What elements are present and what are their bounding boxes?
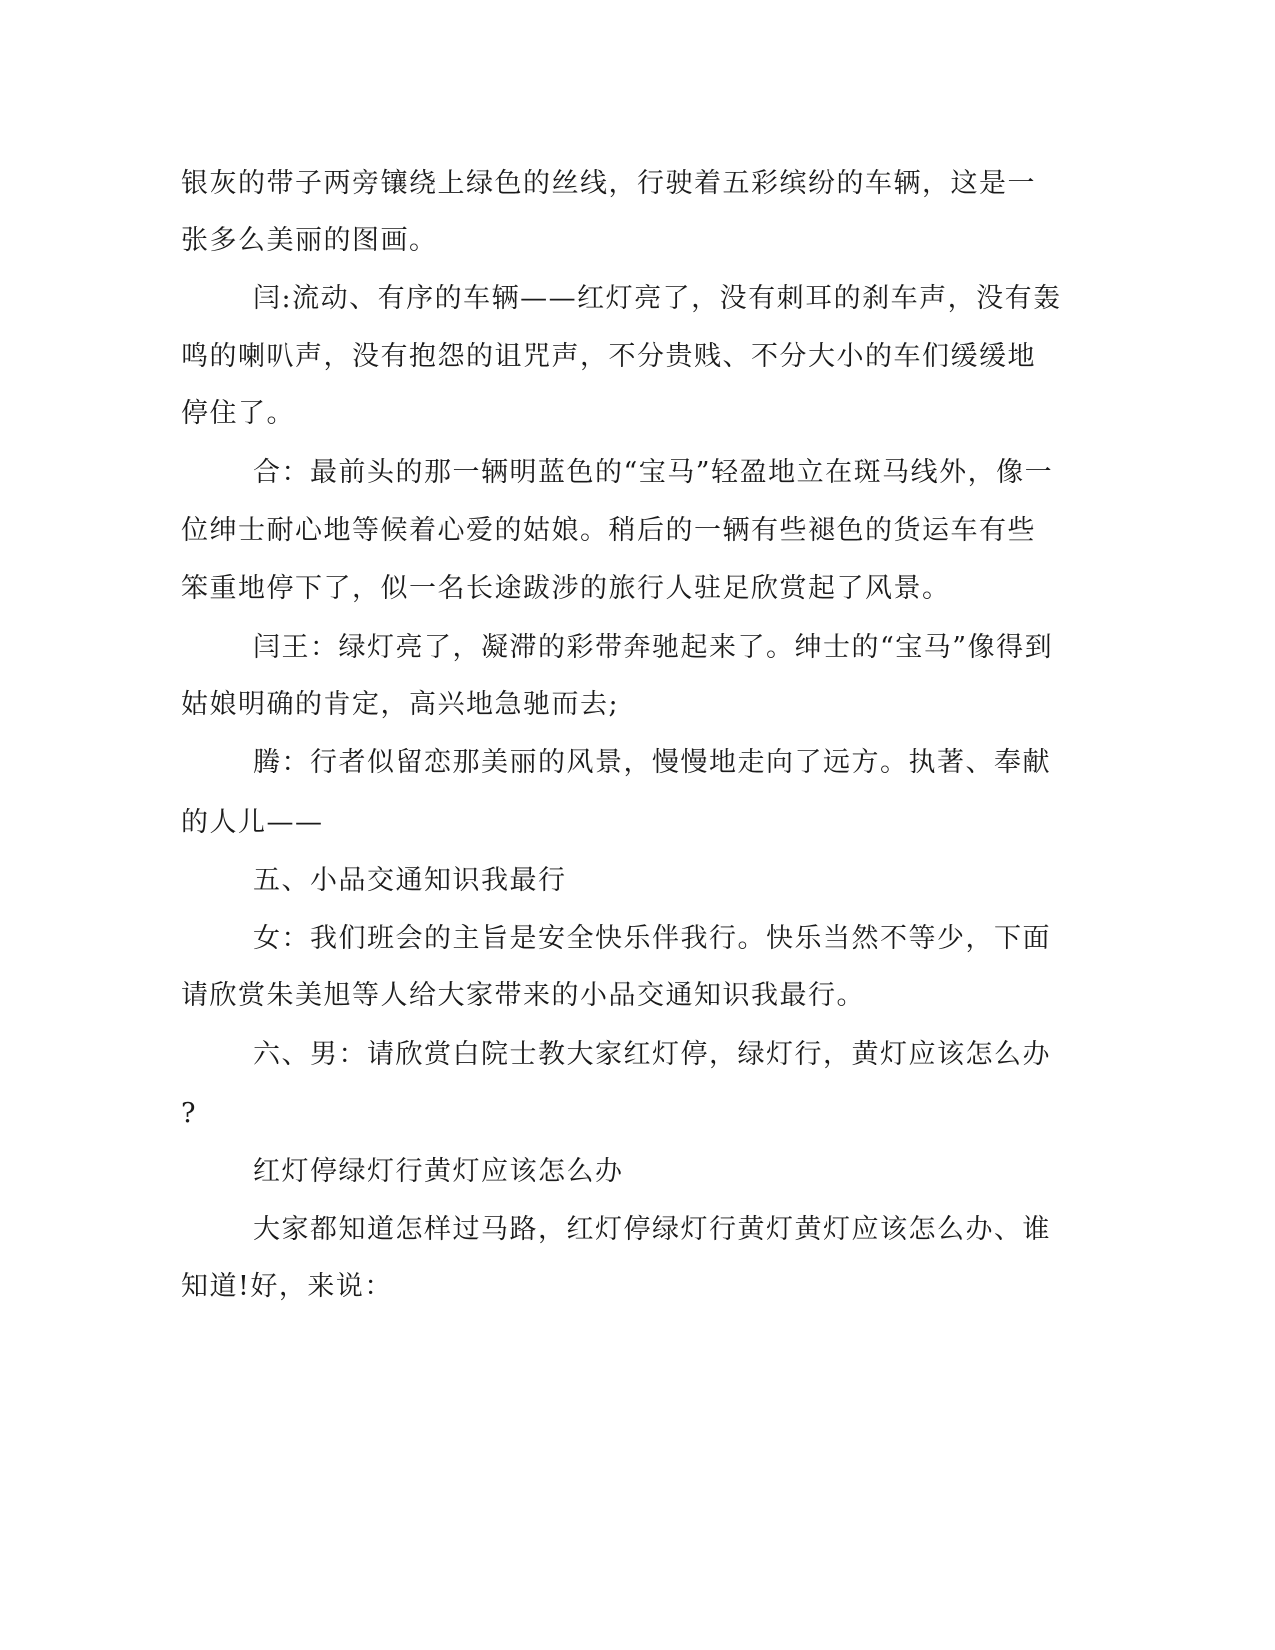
text-line: ? [181, 1098, 197, 1129]
text-line: 张多么美丽的图画。 [181, 225, 438, 256]
text-line: 大家都知道怎样过马路，红灯停绿灯行黄灯黄灯应该怎么办、谁 [253, 1214, 1051, 1245]
text-line: 笨重地停下了，似一名长途跋涉的旅行人驻足欣赏起了风景。 [181, 573, 951, 604]
text-line: 闫王：绿灯亮了，凝滞的彩带奔驰起来了。绅士的“宝马”像得到 [253, 632, 1054, 663]
text-line: 六、男：请欣赏白院士教大家红灯停，绿灯行，黄灯应该怎么办 [253, 1039, 1051, 1070]
text-line: 的人儿—— [181, 807, 324, 838]
text-line: 姑娘明确的肯定，高兴地急驰而去; [181, 689, 620, 720]
text-line: 知道!好，来说： [181, 1271, 393, 1302]
text-line: 请欣赏朱美旭等人给大家带来的小品交通知识我最行。 [181, 980, 865, 1011]
text-line: 银灰的带子两旁镶绕上绿色的丝线，行驶着五彩缤纷的车辆，这是一 [181, 168, 1036, 199]
text-line: 闫:流动、有序的车辆——红灯亮了，没有刺耳的刹车声，没有轰 [253, 283, 1062, 314]
text-line: 腾：行者似留恋那美丽的风景，慢慢地走向了远方。执著、奉献 [253, 747, 1051, 778]
text-line: 鸣的喇叭声，没有抱怨的诅咒声，不分贵贱、不分大小的车们缓缓地 [181, 341, 1036, 372]
text-line: 女：我们班会的主旨是安全快乐伴我行。快乐当然不等少，下面 [253, 923, 1051, 954]
text-line: 位绅士耐心地等候着心爱的姑娘。稍后的一辆有些褪色的货运车有些 [181, 515, 1036, 546]
text-line: 红灯停绿灯行黄灯应该怎么办 [253, 1156, 624, 1187]
text-line: 合：最前头的那一辆明蓝色的“宝马”轻盈地立在斑马线外，像一 [253, 457, 1054, 488]
text-line: 五、小品交通知识我最行 [253, 865, 567, 896]
text-line: 停住了。 [181, 398, 295, 429]
